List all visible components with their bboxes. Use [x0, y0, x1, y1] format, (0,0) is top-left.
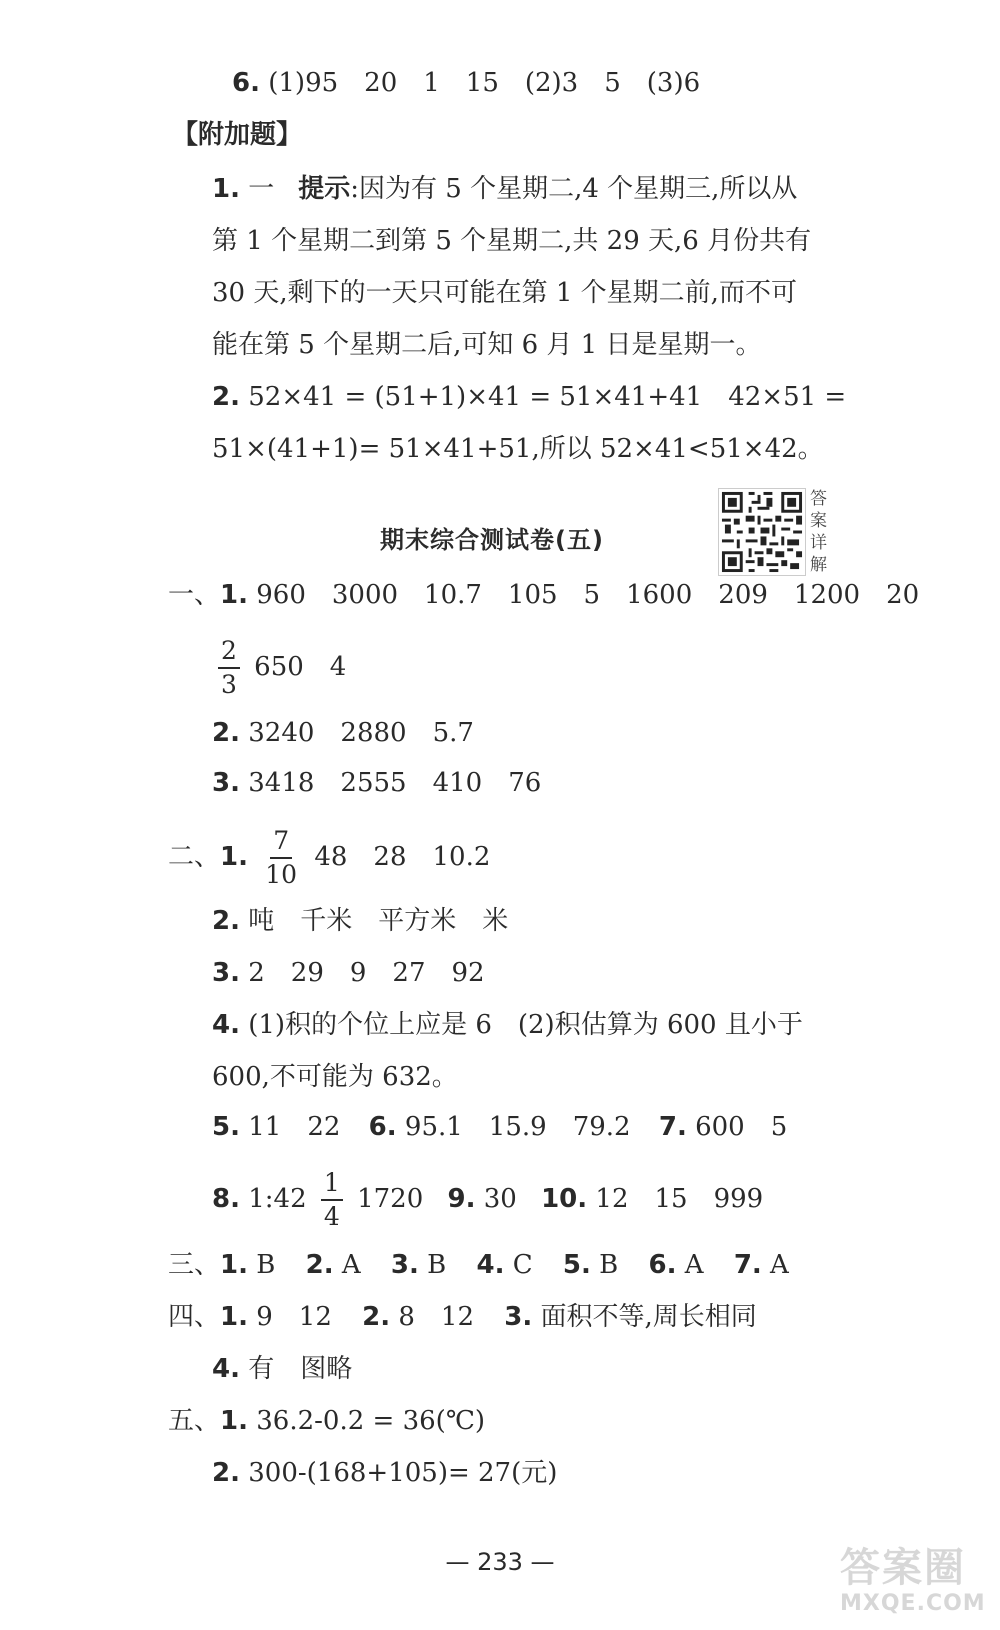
s5-q2-line: 2. 300-(168+105)= 27(元) — [212, 1458, 558, 1488]
bonus-q1-line1 — [212, 172, 797, 206]
bonus-q1-line3: 30 天,剩下的一天只可能在第 1 个星期二前,而不可 — [212, 278, 797, 308]
bonus-q2-text1: 52×41 = (51+1)×41 = 51×41+41 42×51 = — [248, 382, 847, 412]
s2-q1-fraction: $\frac{7}{10}$ — [265, 826, 298, 889]
bonus-q2-line1 — [212, 380, 846, 414]
s4-marker: 四、 — [168, 1302, 221, 1332]
s1-marker: 一、 — [168, 580, 221, 610]
s1-q1-line1 — [168, 578, 919, 612]
s2-q3-line: 3. 2 29 9 27 92 — [212, 958, 485, 988]
q6-number: 6. — [232, 68, 260, 98]
qr-code — [718, 488, 806, 576]
exam-title: 期末综合测试卷(五) — [380, 526, 604, 554]
s5-marker: 五、 — [168, 1406, 221, 1436]
s2-q5-7-line: 5. 11 22 6. 95.1 15.9 79.2 7. 600 5 — [212, 1112, 788, 1142]
q6-line — [232, 66, 700, 100]
bonus-q1-number: 1. — [212, 174, 240, 204]
s1-q1-after: 650 4 — [254, 652, 347, 682]
bonus-header: 【附加题】 — [172, 120, 303, 150]
s5-q1-line: 五、1. 36.2-0.2 = 36(℃) — [168, 1406, 486, 1436]
bonus-q1-line4: 能在第 5 个星期二后,可知 6 月 1 日是星期一。 — [212, 330, 762, 360]
bonus-q2-line2: 51×(41+1)= 51×41+51,所以 52×41<51×42。 — [212, 434, 824, 464]
s2-q8-10-line: 8. 1:42 $\frac{1}{4}$ 1720 9. 30 10. 12 15 999 — [212, 1168, 764, 1231]
bonus-q1-text1: :因为有 5 个星期二,4 个星期三,所以从 — [350, 174, 798, 204]
s3-marker: 三、 — [168, 1250, 221, 1280]
bonus-q1-hint-label: 提示 — [298, 174, 351, 204]
s2-q4-line2: 600,不可能为 632。 — [212, 1062, 458, 1092]
bonus-q2-number: 2. — [212, 382, 240, 412]
s2-q1-line: 二、1. $\frac{7}{10}$ 48 28 10.2 — [168, 826, 491, 889]
s1-q1-values: 960 3000 10.7 105 5 1600 209 1200 20 — [256, 580, 920, 610]
watermark: 答案圈 MXQE.COM — [840, 1545, 986, 1616]
s1-q1-number: 1. — [220, 580, 248, 610]
s3-line: 三、1. B 2. A 3. B 4. C 5. B 6. A 7. A — [168, 1250, 789, 1280]
qr-code-icon — [719, 489, 805, 575]
s1-q1-line2 — [212, 632, 346, 702]
s1-q2-line: 2. 3240 2880 5.7 — [212, 718, 474, 748]
s4-line1: 四、1. 9 12 2. 8 12 3. 面积不等,周长相同 — [168, 1302, 757, 1332]
s4-q4-line: 4. 有 图略 — [212, 1354, 353, 1384]
s1-q3-line: 3. 3418 2555 410 76 — [212, 768, 542, 798]
bonus-q1-line2: 第 1 个星期二到第 5 个星期二,共 29 天,6 月份共有 — [212, 226, 812, 256]
page-number: — 233 — — [445, 1548, 555, 1576]
s1-q1-fraction: $\frac{2}{3}$ — [218, 635, 240, 701]
bonus-q1-answer: 一 — [248, 174, 275, 204]
s2-q2-line: 2. 吨 千米 平方米 米 — [212, 906, 509, 936]
q6-answer: (1)95 20 1 15 (2)3 5 (3)6 — [268, 68, 701, 98]
s2-q4-line1: 4. (1)积的个位上应是 6 (2)积估算为 600 且小于 — [212, 1010, 803, 1040]
qr-label: 答 案 详 解 — [810, 489, 827, 575]
s2-q8-fraction: $\frac{1}{4}$ — [321, 1167, 343, 1233]
s2-marker: 二、 — [168, 842, 221, 872]
